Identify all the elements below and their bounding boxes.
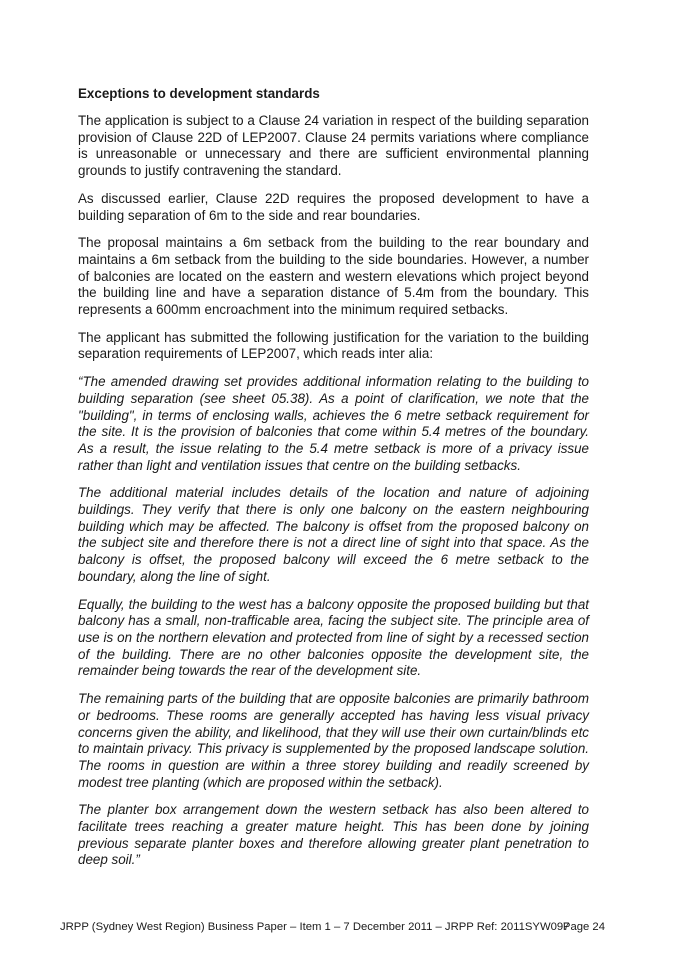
paragraph-setbacks: The proposal maintains a 6m setback from the building to the rear boundary and maintains a 6m setback from the building to the side boundaries. However, a number of balconies are located on the eastern and western elevations which project beyond the building line and have a separation distance of 5.4m from the boundary. This represents a 600mm encroachment into the minimum required setbacks. <box>78 235 589 318</box>
section-heading: Exceptions to development standards <box>78 86 320 101</box>
quote-paragraph-building-separation: “The amended drawing set provides additional information relating to the building to building separation (see sheet 05.38). As a point of clarification, we note that the "building", in terms of enclosing walls, achieves the 6 metre setback requirement for the site. It is the provision of balconies that come within 5.4 metres of the boundary. As a result, the issue relating to the 5.4 metre setback is more of a privacy issue rather than light and ventilation issues that centre on the building setbacks. <box>78 374 589 473</box>
footer-reference: JRPP (Sydney West Region) Business Paper – Item 1 – 7 December 2011 – JRPP Ref: 2011SYW097 <box>60 921 570 933</box>
paragraph-clause-22d: As discussed earlier, Clause 22D requires the proposed development to have a building separation of 6m to the side and rear boundaries. <box>78 190 589 223</box>
page-number: Page 24 <box>562 921 605 933</box>
quote-paragraph-eastern-balcony: The additional material includes details of the location and nature of adjoining buildings. They verify that there is only one balcony on the eastern neighbouring building which may be affected. The balcony is offset from the proposed balcony on the subject site and therefore there is not a direct line of sight into that space. As the balcony is offset, the proposed balcony will exceed the 6 metre setback to the boundary, along the line of sight. <box>78 485 589 584</box>
paragraph-justification-intro: The applicant has submitted the following justification for the variation to the building separation requirements of LEP2007, which reads inter alia: <box>78 329 589 362</box>
paragraph-clause-24: The application is subject to a Clause 24 variation in respect of the building separation provision of Clause 22D of LEP2007. Clause 24 permits variations where compliance is unreasonable or unnecessary and there are sufficient environmental planning grounds to justify contravening the standard. <box>78 113 589 179</box>
document-body <box>78 86 589 880</box>
quote-paragraph-western-building: Equally, the building to the west has a balcony opposite the proposed building but that balcony has a small, non-trafficable area, facing the subject site. The principle area of use is on the northern elevation and protected from line of sight by a recessed section of the building. There are no other balconies opposite the development site, the remainder being towards the rear of the development site. <box>78 596 589 679</box>
quote-paragraph-privacy: The remaining parts of the building that are opposite balconies are primarily bathroom or bedrooms. These rooms are generally accepted has having less visual privacy concerns given the ability, and likelihood, that they will use their own curtain/blinds etc to maintain privacy. This privacy is supplemented by the proposed landscape solution. The rooms in question are within a three storey building and readily screened by modest tree planting (which are proposed within the setback). <box>78 691 589 790</box>
quote-paragraph-planter-box: The planter box arrangement down the western setback has also been altered to facilitate trees reaching a greater mature height. This has been done by joining previous separate planter boxes and therefore allowing greater plant penetration to deep soil.” <box>78 802 589 868</box>
